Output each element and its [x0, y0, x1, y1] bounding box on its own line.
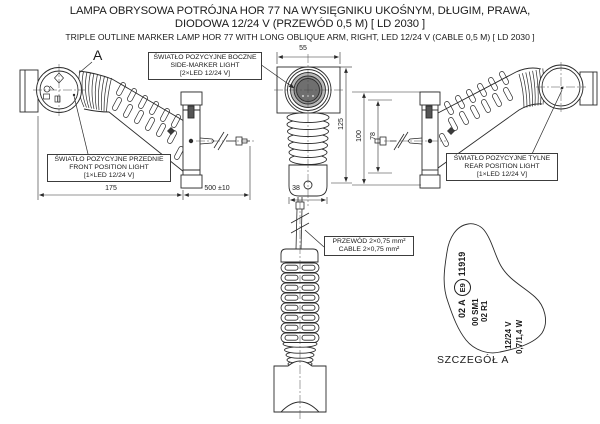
- rear-position-label-pl: ŚWIATŁO POZYCYJNE TYLNE: [453, 155, 551, 162]
- left-mounting-plate: [181, 92, 202, 188]
- front-label-leader: [74, 96, 88, 154]
- left-arm-slots: [112, 82, 185, 161]
- front-view-art: [260, 64, 340, 196]
- detail-plate-approval-line: [452, 230, 472, 318]
- detail-plate-approval-number: 11919: [457, 251, 467, 277]
- side-marker-label-pl: ŚWIATŁO POZYCYJNE BOCZNE: [153, 54, 257, 61]
- detail-plate-approval-class: 02 A: [457, 299, 467, 318]
- rear-position-label-led: [1×LED 12/24 V]: [476, 171, 528, 178]
- side-marker-label-led: [2×LED 12/24 V]: [179, 70, 231, 77]
- cable-label-box: [324, 236, 414, 256]
- dim-cable-length: 500 ±10: [204, 185, 230, 192]
- detail-a-marker: A: [93, 47, 103, 63]
- cable-label-pl: PRZEWÓD 2×0,75 mm²: [332, 238, 406, 245]
- dim-inner-height: 78: [370, 132, 377, 140]
- dim-arm-length: 175: [105, 185, 117, 192]
- dim-stem-width: 38: [292, 185, 300, 192]
- front-position-label-led: [1×LED 12/24 V]: [83, 172, 135, 179]
- dim-plate-height: 100: [356, 130, 363, 142]
- rear-position-label-box: [446, 153, 558, 181]
- cable-label-en: CABLE 2×0,75 mm²: [338, 246, 400, 253]
- stem-view-art: [274, 197, 326, 412]
- right-mounting-plate: [420, 92, 440, 188]
- side-marker-label-en: SIDE-MARKER LIGHT: [170, 62, 240, 69]
- right-head-lens-outer: [539, 65, 583, 109]
- detail-plate-voltage: 12/24 V: [504, 321, 513, 349]
- right-arm-slots: [439, 71, 514, 148]
- dim-total-height: 125: [338, 118, 345, 130]
- left-head-tab: [20, 70, 38, 112]
- detail-a-caption: SZCZEGÓŁ A: [437, 354, 509, 366]
- detail-a-leader: [79, 62, 92, 73]
- title-line-2: DIODOWA 12/24 V (PRZEWÓD 0,5 M) [ LD 2030 ]: [174, 18, 426, 30]
- detail-plate-row3: 02 R1: [480, 300, 489, 322]
- detail-plate-power: 0,7/1,4 W: [515, 319, 524, 354]
- stem-top-cap: [281, 249, 318, 262]
- rear-position-label-en: REAR POSITION LIGHT: [464, 163, 540, 170]
- front-position-label-pl: ŚWIATŁO POZYCYJNE PRZEDNIE: [54, 156, 164, 163]
- left-arm-mold-mark: [167, 127, 175, 135]
- side-marker-label-box: [148, 52, 262, 80]
- title-line-1: LAMPA OBRYSOWA POTRÓJNA HOR 77 NA WYSIĘGNIKU UKOŚNYM, DŁUGIM, PRAWA,: [69, 5, 531, 17]
- right-arm-mold-mark: [447, 127, 455, 135]
- front-position-label-en: FRONT POSITION LIGHT: [69, 164, 149, 171]
- front-position-label-box: [47, 154, 171, 182]
- e-mark-badge: E9: [454, 279, 471, 296]
- title-line-3: TRIPLE OUTLINE MARKER LAMP HOR 77 WITH LONG OBLIQUE ARM, RIGHT, LED 12/24 V (CABLE 0,5 M) [ LD 2030 ]: [65, 32, 535, 42]
- detail-plate-row2: 00 SM1: [471, 298, 480, 326]
- cable-label-leader: [305, 230, 324, 247]
- dim-head-width: 55: [299, 45, 307, 52]
